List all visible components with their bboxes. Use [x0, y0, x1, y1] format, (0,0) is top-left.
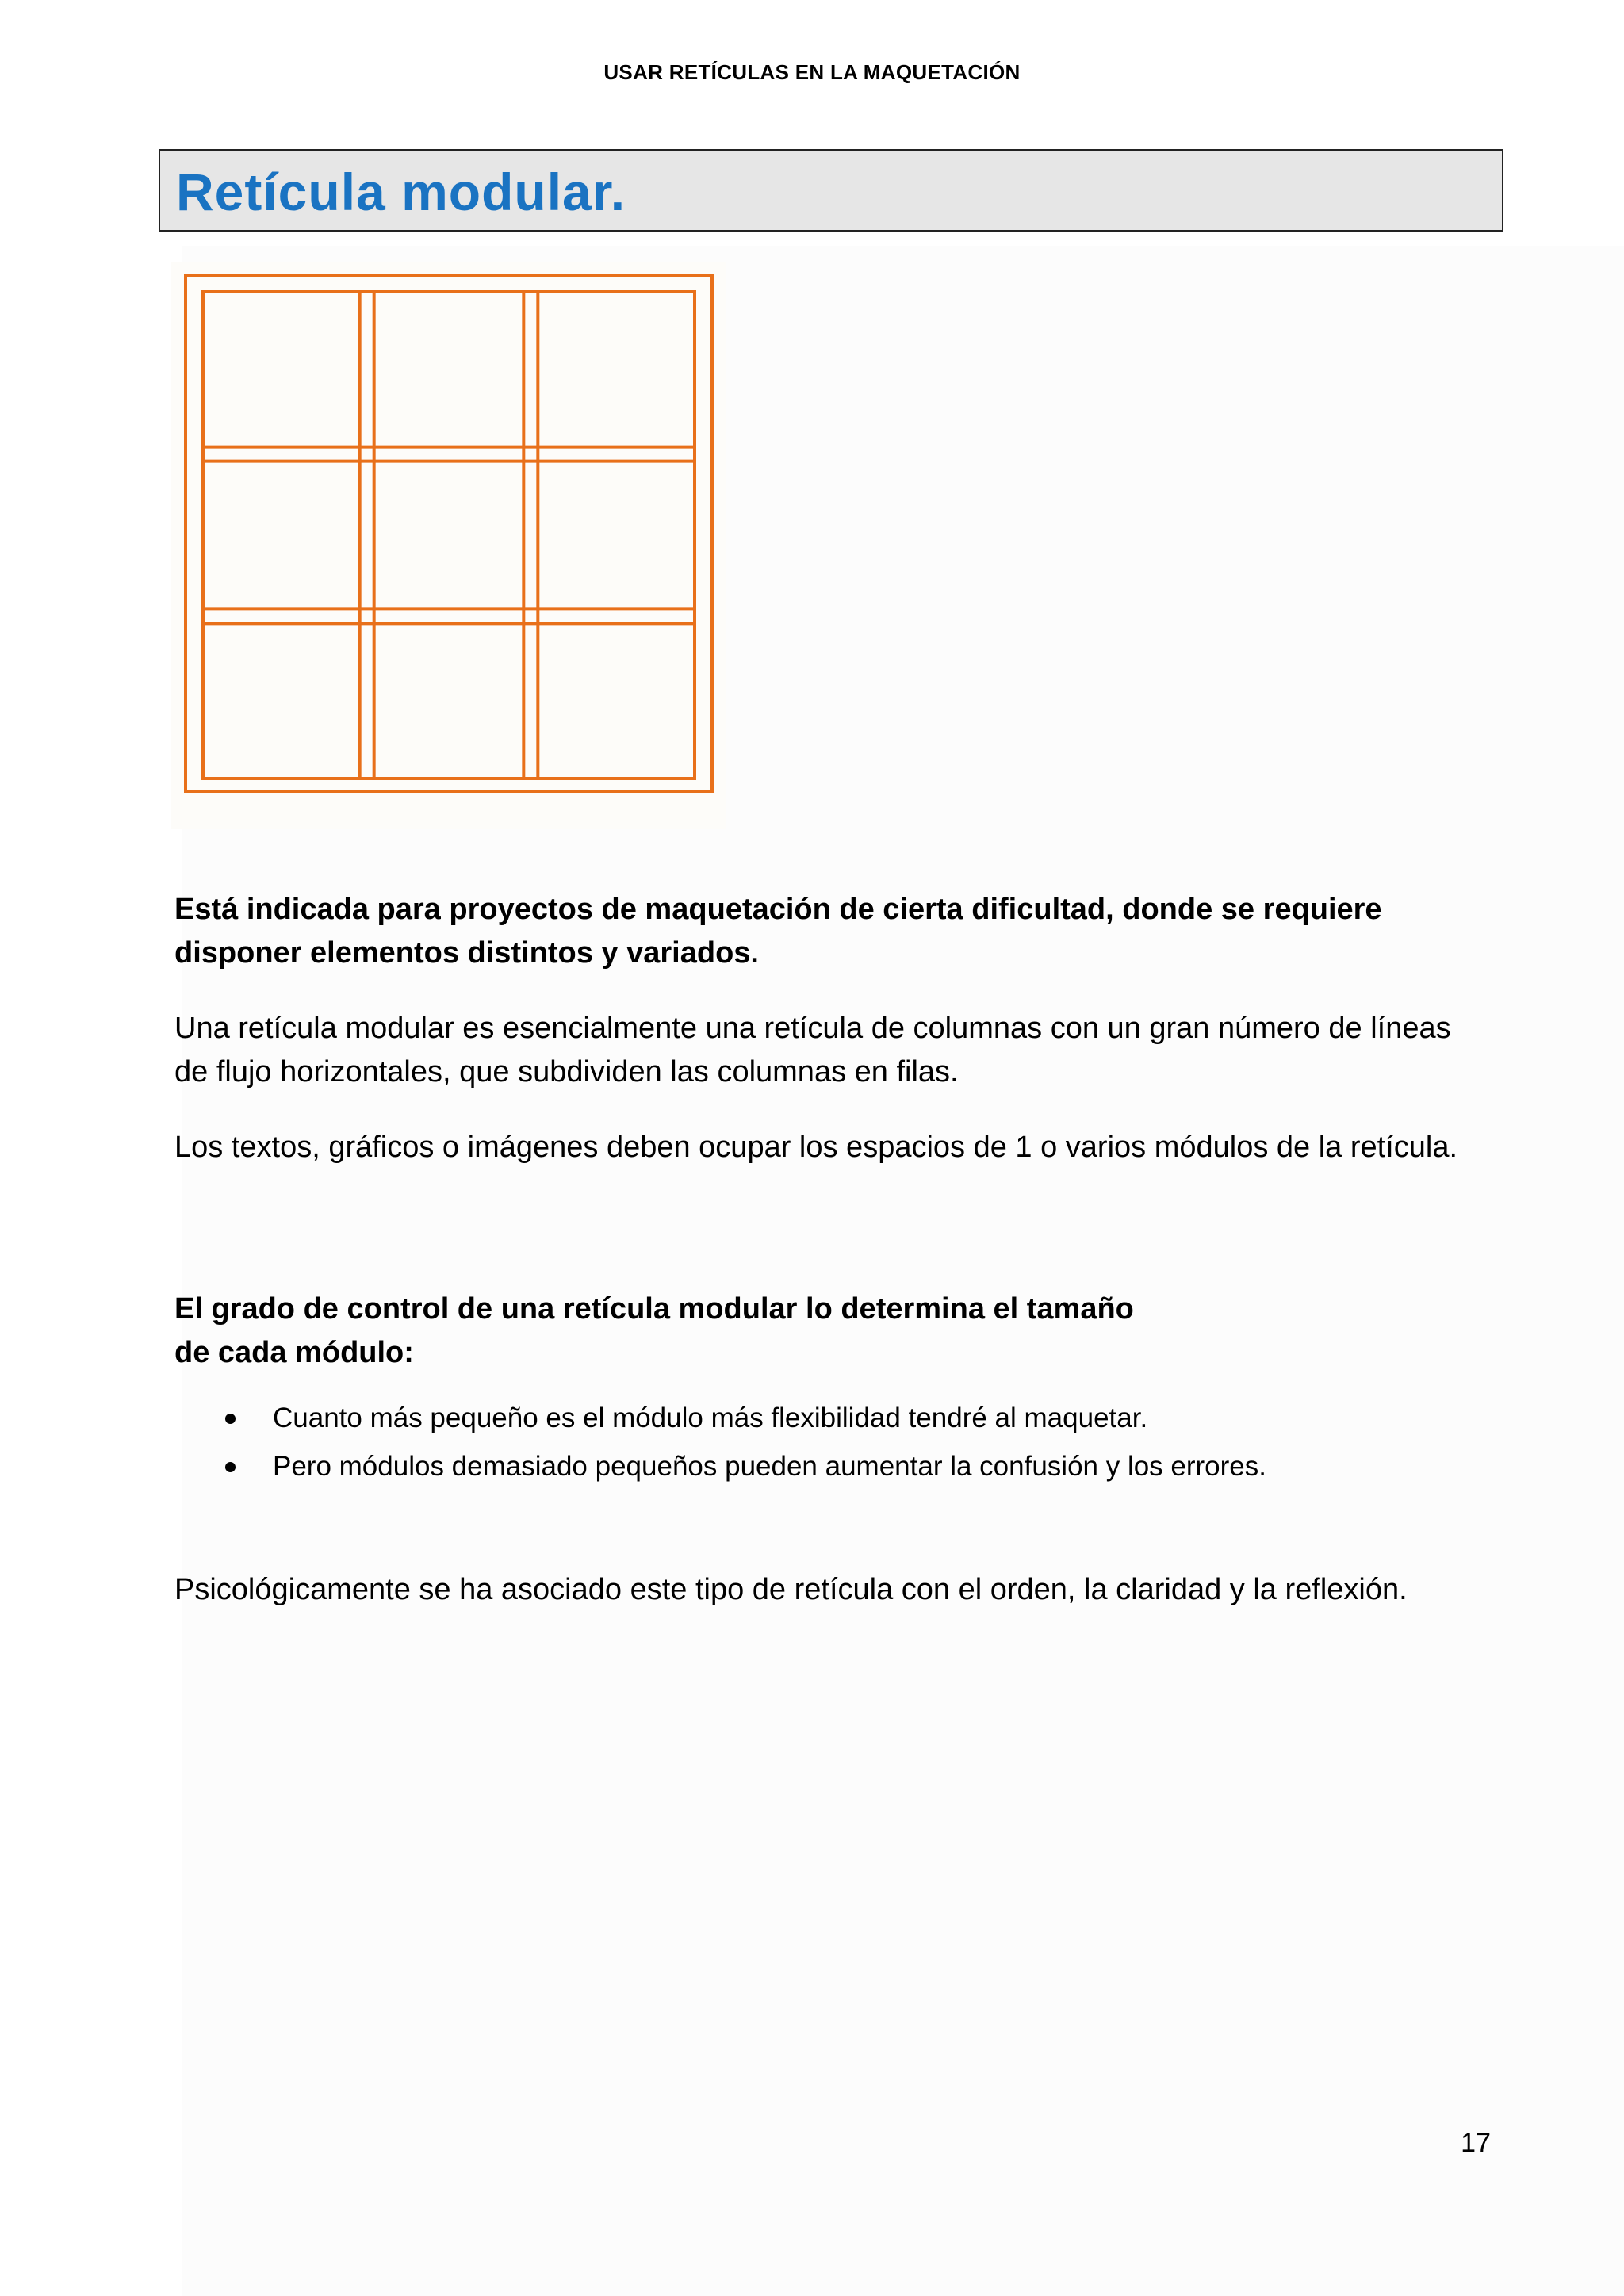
control-heading-line-2: de cada módulo:	[174, 1336, 414, 1369]
closing-paragraph: Psicológicamente se ha asociado este tipo de retícula con el orden, la claridad y la reflexión.	[174, 1573, 1408, 1606]
list-item	[222, 1442, 1491, 1490]
paragraph-modules: Los textos, gráficos o imágenes deben ocupar los espacios de 1 o varios módulos de la retícula.	[174, 1131, 1458, 1164]
grid-outer-frame	[186, 276, 712, 791]
intro-paragraph: Está indicada para proyectos de maquetación de cierta dificultad, donde se requiere disponer elementos distintos y variados.	[174, 893, 1382, 970]
paragraph-columns: Una retícula modular es esencialmente una retícula de columnas con un gran número de líneas de flujo horizontales, que subdividen las columnas en filas.	[174, 1012, 1451, 1089]
list-item-text: Cuanto más pequeño es el módulo más flexibilidad tendré al maquetar.	[273, 1402, 1148, 1433]
running-header: USAR RETÍCULAS EN LA MAQUETACIÓN	[603, 60, 1021, 84]
list-item-text: Pero módulos demasiado pequeños pueden aumentar la confusión y los errores.	[273, 1451, 1266, 1482]
section-title: Retícula modular.	[176, 163, 626, 221]
list-item	[222, 1394, 1491, 1442]
page-number: 17	[1461, 2128, 1491, 2158]
section-title-box	[159, 149, 1503, 232]
bullet-icon	[225, 1414, 236, 1424]
module-size-list	[222, 1394, 1491, 1490]
control-heading-line-1: El grado de control de una retícula modular lo determina el tamaño	[174, 1292, 1134, 1326]
grid-inner-frame	[203, 292, 695, 779]
modular-grid-illustration	[171, 262, 726, 829]
control-heading	[174, 1288, 1475, 1375]
bullet-icon	[225, 1462, 236, 1472]
